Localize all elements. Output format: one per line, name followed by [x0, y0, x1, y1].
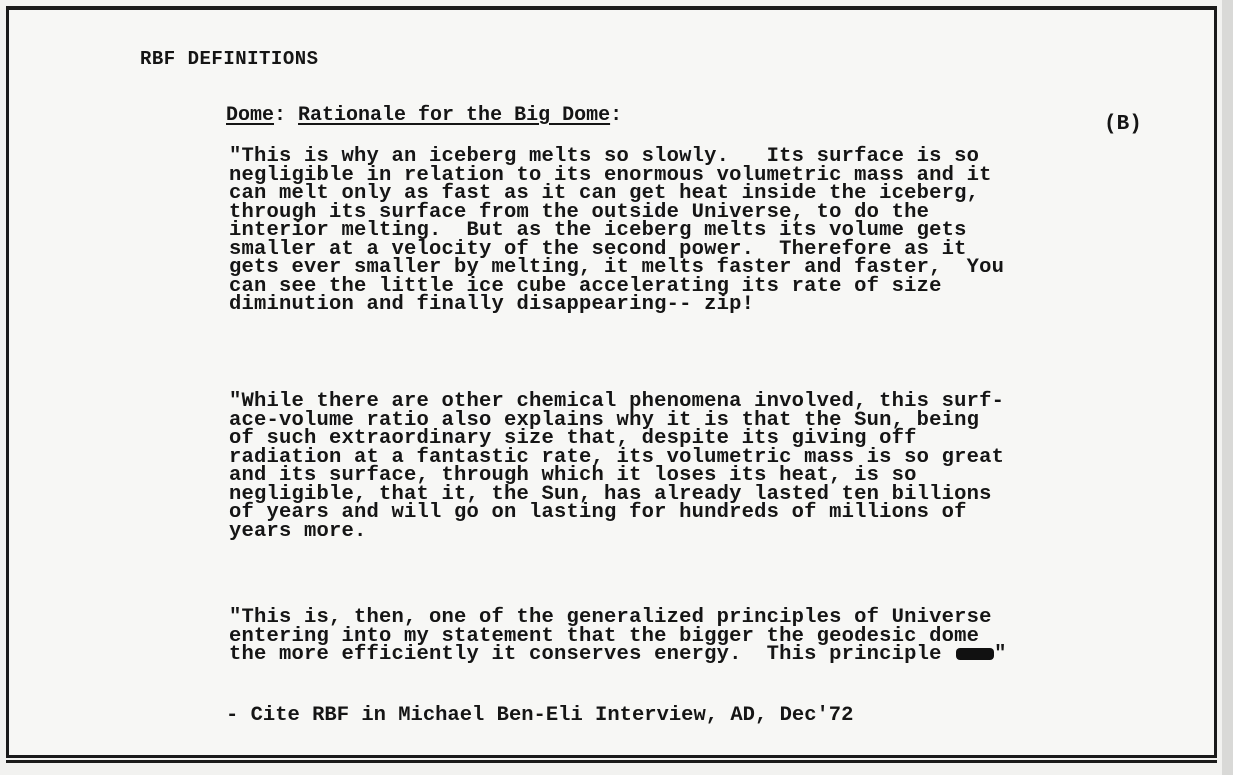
text-line: can melt only as fast as it can get heat inside the iceberg, — [229, 182, 980, 205]
document-heading: RBF DEFINITIONS — [140, 48, 319, 70]
text-line: smaller at a velocity of the second power. Therefore as it — [229, 237, 967, 261]
closing-quote: " — [994, 643, 1007, 666]
text-line: can see the little ice cube accelerating its rate of size — [229, 274, 942, 298]
text-line: negligible, that it, the Sun, has already lasted ten billions — [229, 482, 992, 506]
topic-colon: : — [610, 104, 623, 127]
redaction-mark — [956, 648, 994, 660]
quote-paragraph-3 — [229, 606, 1129, 666]
text-line: negligible in relation to its enormous volumetric mass and it — [229, 163, 992, 187]
text-line: "This is why an iceberg melts so slowly. Its surface is so — [229, 145, 980, 168]
text-line: and its surface, through which it loses its heat, is so — [229, 464, 917, 487]
quote-paragraph-2 — [229, 390, 1129, 543]
category-code: (B) — [1104, 113, 1142, 136]
text-line: through its surface from the outside Universe, to do the — [229, 200, 930, 224]
citation: - Cite RBF in Michael Ben-Eli Interview, AD, Dec'72 — [226, 704, 854, 727]
card-bottom-rule — [6, 760, 1217, 763]
page-edge-shadow — [1222, 0, 1233, 775]
text-line: diminution and finally disappearing-- zip! — [229, 293, 755, 316]
text-line: radiation at a fantastic rate, its volumetric mass is so great — [229, 445, 1005, 469]
text-line: ace-volume ratio also explains why it is that the Sun, being — [229, 408, 980, 432]
definition-topic: Rationale for the Big Dome — [298, 104, 611, 127]
text-line: entering into my statement that the bigger the geodesic dome — [229, 624, 980, 648]
text-line: "While there are other chemical phenomena involved, this surf- — [229, 390, 1005, 413]
text-line: of such extraordinary size that, despite its giving off — [229, 427, 917, 450]
text-line — [229, 643, 1129, 666]
text-line: years more. — [229, 519, 367, 543]
text-line: interior melting. But as the iceberg melts its volume gets — [229, 219, 967, 242]
text-line: "This is, then, one of the generalized principles of Universe — [229, 606, 992, 629]
text-line: of years and will go on lasting for hundreds of millions of — [229, 501, 967, 524]
quote-paragraph-1 — [229, 145, 1129, 316]
text-line: gets ever smaller by melting, it melts faster and faster, You — [229, 256, 1005, 279]
definition-subhead — [226, 104, 622, 127]
definition-term: Dome — [226, 104, 275, 127]
term-separator: : — [274, 104, 299, 127]
text-line-content: the more efficiently it conserves energy. This principle — [229, 643, 942, 666]
